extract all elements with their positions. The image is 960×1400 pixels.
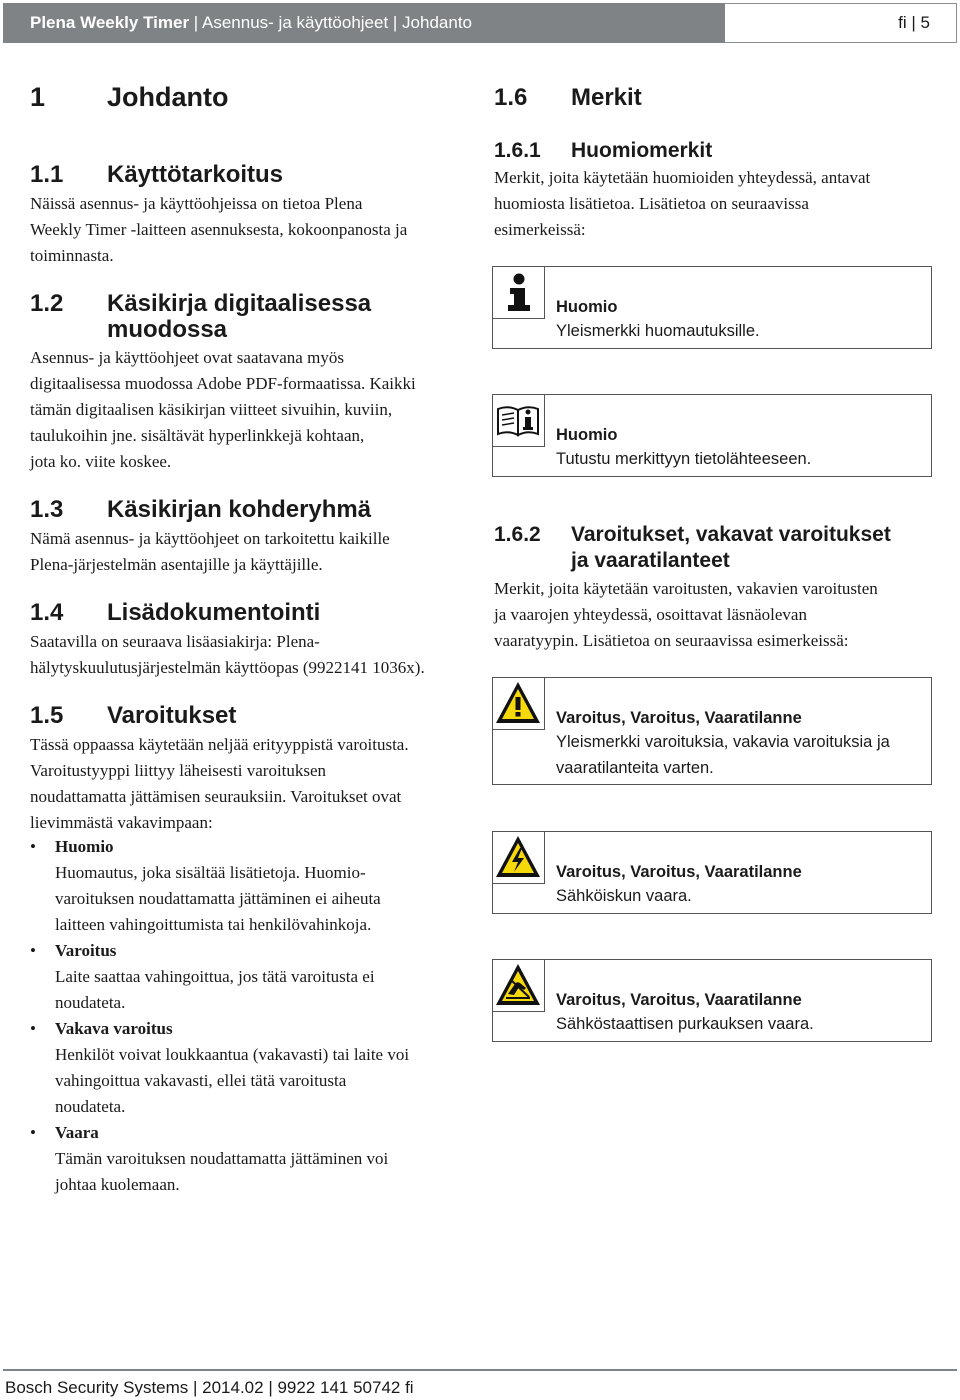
warning-text: Sähköstaattisen purkauksen vaara. (556, 1015, 814, 1033)
text-line: ja vaarojen yhteydessä, osoittavat läsnäolevan (494, 605, 807, 624)
bullet-dot: • (30, 1123, 36, 1142)
page-header (3, 3, 957, 43)
text-line: vaaratyypin. Lisätietoa on seuraavissa esimerkeissä: (494, 631, 849, 650)
text-line: vahingoittua vakavasti, ellei tätä varoitusta (55, 1071, 347, 1090)
notice-title: Huomio (556, 298, 618, 316)
bullet-dot: • (30, 837, 36, 856)
list-item-title: Varoitus (55, 941, 117, 960)
header-title-bar: Plena Weekly Timer | Asennus- ja käyttöohjeet | Johdanto (3, 3, 725, 43)
text-line: digitaalisessa muodossa Adobe PDF-formaatissa. Kaikki (30, 374, 416, 393)
notice-box-reference (492, 394, 932, 477)
text-line: Näissä asennus- ja käyttöohjeissa on tietoa Plena (30, 194, 363, 213)
warning-box-esd (492, 959, 932, 1042)
section-number: 1.6.1 (494, 139, 541, 162)
warning-title: Varoitus, Varoitus, Vaaratilanne (556, 991, 802, 1009)
section-1-6-2-text (494, 576, 939, 654)
text-line: noudattamatta jättämisen seurauksiin. Varoitukset ovat (30, 787, 402, 806)
info-icon (493, 267, 545, 319)
text-line: noudateta. (55, 1097, 126, 1116)
text-line: Plena-järjestelmän asentajille ja käyttäjille. (30, 555, 323, 574)
notice-text: Tutustu merkittyyn tietolähteeseen. (556, 450, 812, 468)
section-title: Lisädokumentointi (107, 599, 321, 626)
section-1-2-text (30, 345, 480, 475)
page-footer: Bosch Security Systems | 2014.02 | 9922 141 50742 fi (5, 1378, 414, 1397)
section-title: Merkit (571, 84, 642, 111)
section-title: Johdanto (107, 82, 229, 112)
text-line: Merkit, joita käytetään huomioiden yhteydessä, antavat (494, 168, 871, 187)
notice-text: Yleismerkki huomautuksille. (556, 322, 760, 340)
text-line: Nämä asennus- ja käyttöohjeet on tarkoitettu kaikille (30, 529, 390, 548)
warning-text: Sähköiskun vaara. (556, 887, 692, 905)
warning-title: Varoitus, Varoitus, Vaaratilanne (556, 863, 802, 881)
text-line: Laite saattaa vahingoittua, jos tätä varoitusta ei (55, 967, 375, 986)
text-line: noudateta. (55, 993, 126, 1012)
header-product: Plena Weekly Timer (30, 13, 190, 32)
text-line: Asennus- ja käyttöohjeet ovat saatavana myös (30, 348, 344, 367)
electrostatic-discharge-icon (493, 960, 545, 1012)
bullet-dot: • (30, 941, 36, 960)
section-number: 1.4 (30, 599, 64, 626)
text-line: Yleismerkki varoituksia, vakavia varoituksia ja (556, 733, 890, 751)
text-line: Henkilöt voivat loukkaantua (vakavasti) tai laite voi (55, 1045, 410, 1064)
section-title: Käyttötarkoitus (107, 161, 284, 188)
section-number: 1 (30, 82, 46, 112)
warning-box-general (492, 677, 932, 785)
list-item-title: Huomio (55, 837, 114, 856)
warning-text (556, 729, 916, 781)
text-line: toiminnasta. (30, 246, 114, 265)
notice-box-general (492, 266, 932, 349)
footer-divider (3, 1369, 957, 1371)
text-line: hälytyskuulutusjärjestelmän käyttöopas (9922141 1036x). (30, 658, 425, 677)
bullet-dot: • (30, 1019, 36, 1038)
section-1-5-text (30, 732, 480, 836)
list-item-title: Vaara (55, 1123, 99, 1142)
text-line: vaaratilanteita varten. (556, 759, 714, 777)
section-1-3-text (30, 526, 480, 578)
text-line: Varoitustyyppi liittyy läheisesti varoituksen (30, 761, 327, 780)
list-item (30, 834, 470, 938)
text-line: Weekly Timer -laitteen asennuksesta, kokoonpanosta ja (30, 220, 408, 239)
section-number: 1.1 (30, 161, 64, 188)
warning-box-electric-shock (492, 831, 932, 914)
header-doc: Asennus- ja käyttöohjeet | Johdanto (202, 13, 472, 32)
section-number: 1.5 (30, 702, 64, 729)
text-line: varoituksen noudattamatta jättäminen ei aiheuta (55, 889, 381, 908)
book-info-icon (493, 395, 545, 447)
section-title-cont: muodossa (107, 316, 228, 343)
electric-shock-icon (493, 832, 545, 884)
text-line: Tämän varoituksen noudattamatta jättäminen voi (55, 1149, 389, 1168)
section-title: Varoitukset (107, 702, 237, 729)
section-1-6-1-text (494, 165, 939, 243)
warning-exclamation-icon (493, 678, 545, 730)
section-title: Varoitukset, vakavat varoitukset (571, 523, 891, 546)
list-item-title: Vakava varoitus (55, 1019, 173, 1038)
text-line: tämän digitaalisen käsikirjan viitteet sivuihin, kuviin, (30, 400, 393, 419)
text-line: Merkit, joita käytetään varoitusten, vakavien varoitusten (494, 579, 878, 598)
text-line: taulukoihin jne. sisältävät hyperlinkkejä kohtaan, (30, 426, 365, 445)
list-item (30, 1016, 470, 1120)
section-number: 1.3 (30, 496, 64, 523)
header-page-ref: fi | 5 (725, 3, 957, 43)
text-line: huomiosta lisätietoa. Lisätietoa on seuraavissa (494, 194, 809, 213)
section-1-1-text (30, 191, 480, 269)
section-title: Käsikirja digitaalisessa (107, 290, 372, 317)
section-number: 1.6.2 (494, 523, 541, 546)
section-number: 1.6 (494, 84, 528, 111)
section-title-cont: ja vaaratilanteet (571, 549, 730, 572)
notice-title: Huomio (556, 426, 618, 444)
section-title: Huomiomerkit (571, 139, 713, 162)
text-line: Huomautus, joka sisältää lisätietoja. Huomio- (55, 863, 366, 882)
section-number: 1.2 (30, 290, 64, 317)
text-line: laitteen vahingoittumista tai henkilövahinkoja. (55, 915, 372, 934)
warning-title: Varoitus, Varoitus, Vaaratilanne (556, 709, 802, 727)
list-item (30, 1120, 470, 1198)
text-line: jota ko. viite koskee. (30, 452, 172, 471)
text-line: johtaa kuolemaan. (55, 1175, 180, 1194)
text-line: esimerkeissä: (494, 220, 586, 239)
section-1-4-text (30, 629, 480, 681)
text-line: Saatavilla on seuraava lisäasiakirja: Plena- (30, 632, 320, 651)
list-item (30, 938, 470, 1016)
section-title: Käsikirjan kohderyhmä (107, 496, 372, 523)
warning-types-list (30, 834, 470, 1198)
text-line: Tässä oppaassa käytetään neljää erityyppistä varoitusta. (30, 735, 409, 754)
text-line: lievimmästä vakavimpaan: (30, 813, 213, 832)
